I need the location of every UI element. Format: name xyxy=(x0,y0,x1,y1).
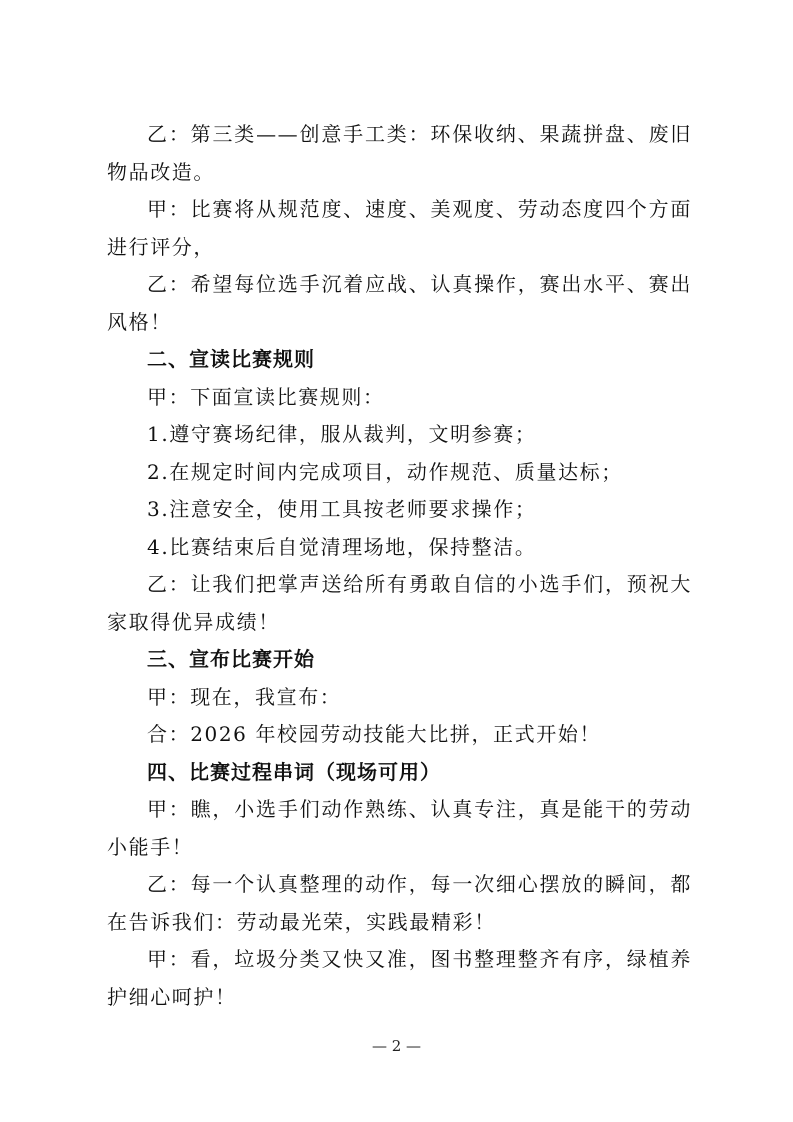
paragraph-process-2: 乙：每一个认真整理的动作，每一次细心摆放的瞬间，都在告诉我们：劳动最光荣，实践最精彩！ xyxy=(107,872,692,934)
page-number: — 2 — xyxy=(371,1037,422,1055)
section-heading-rules: 二、宣读比赛规则 xyxy=(147,347,315,371)
section-heading-start: 三、宣布比赛开始 xyxy=(147,647,315,671)
paragraph-process-3: 甲：看，垃圾分类又快又准，图书整理整齐有序，绿植养护细心呵护！ xyxy=(107,947,692,1009)
rule-item-2: 2.在规定时间内完成项目，动作规范、质量达标； xyxy=(147,459,623,484)
paragraph-start: 合：2026 年校园劳动技能大比拼，正式开始！ xyxy=(147,722,602,746)
paragraph-rules-intro: 甲：下面宣读比赛规则： xyxy=(147,384,385,409)
paragraph-wish: 乙：希望每位选手沉着应战、认真操作，赛出水平、赛出风格！ xyxy=(107,272,692,334)
document-body xyxy=(107,116,692,1016)
paragraph-category-three: 乙：第三类——创意手工类：环保收纳、果蔬拼盘、废旧物品改造。 xyxy=(107,122,692,184)
rule-item-4: 4.比赛结束后自觉清理场地，保持整洁。 xyxy=(147,534,537,559)
paragraph-applause: 乙：让我们把掌声送给所有勇敢自信的小选手们，预祝大家取得优异成绩！ xyxy=(107,572,692,634)
section-heading-process: 四、比赛过程串词（现场可用） xyxy=(147,759,441,784)
rule-item-3: 3.注意安全，使用工具按老师要求操作； xyxy=(147,497,537,521)
paragraph-announce: 甲：现在，我宣布： xyxy=(147,684,342,709)
rule-item-1: 1.遵守赛场纪律，服从裁判，文明参赛； xyxy=(147,422,537,446)
paragraph-scoring: 甲：比赛将从规范度、速度、美观度、劳动态度四个方面进行评分， xyxy=(107,197,692,259)
paragraph-process-1: 甲：瞧，小选手们动作熟练、认真专注，真是能干的劳动小能手！ xyxy=(107,797,692,859)
